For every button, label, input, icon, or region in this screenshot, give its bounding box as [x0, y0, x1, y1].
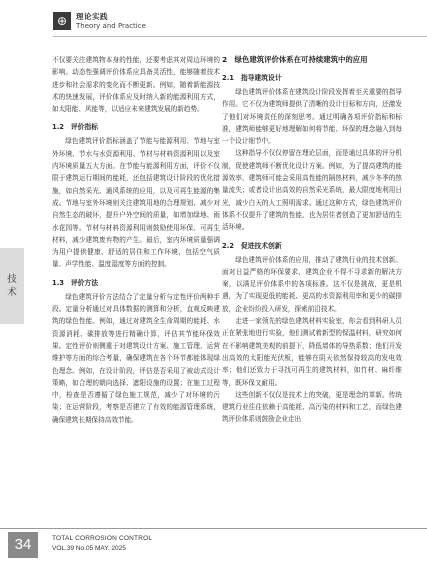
side-tab-char: 技	[7, 274, 17, 285]
paragraph-innovation-2: 走进一家领先的绿色建筑材料实验室，你会看到科研人员正在紧张地进行实验，他们测试着新型的保温材料，研究如何在不影响建筑美观的前提下，降低墙体的导热系数；他们开发出高效的太阳能光伏板，能够在阴天依然保持较高的发电效率；他们还致力于寻找可再生的建筑材料，如竹材、麻纤维等，既环保又耐用。	[222, 317, 402, 387]
left-column	[52, 54, 220, 426]
paragraph-innovation-1: 绿色建筑评价体系的应用，推动了建筑行业的技术创新。面对日益严格的环保要求，建筑企业不得不寻求新的解决方案，以满足评价体系中的各项标准。这不仅是挑战，更是机遇，为了实现更低的能耗、更高的水资源利用率和更少的碳排放，企业纷纷投入研发，探索前沿技术。	[222, 255, 402, 313]
heading-1-2: 1.2 评价指标	[52, 123, 99, 132]
heading-2-1: 2.1 指导建筑设计	[222, 74, 282, 82]
footer-divider	[0, 528, 427, 529]
paragraph-evaluation-methods: 绿色建筑评价方法结合了定量分析与定性评价两种手段。定量分析通过对具体数据的测算和分析，直观反映建筑的绿色性能。例如，通过对建筑全生命周期的能耗、水资源消耗、碳排放等进行精确计算，评估其节能环保效果。定性评价则侧重于对建筑设计方案、施工管理、运营维护等方面的综合考量，确保建筑在各个环节都能体现绿色理念。例如，在设计阶段，评估是否采用了被动式设计策略，如合理的朝向选择、遮阳设施的设置；在施工过程中，检查是否遵循了绿色施工规范，减少了对环境的污染；在运营阶段，考察是否建立了有效的能源管理系统，确保建筑长期保持高效节能。	[52, 292, 220, 424]
section-title-en: Theory and Practice	[76, 22, 146, 30]
journal-volume: VOL.39 No.05 MAY. 2025	[52, 545, 126, 552]
page-header	[0, 0, 427, 38]
heading-1-3: 1.3 评价方法	[52, 278, 99, 287]
header-divider	[53, 36, 427, 37]
heading-2-2: 2.2 促进技术创新	[222, 241, 282, 250]
page-number: 34	[8, 532, 38, 558]
side-tab-char: 术	[7, 287, 17, 298]
section-title-cn: 理论实践	[76, 12, 108, 21]
paragraph-evaluation-indicators: 绿色建筑评价指标涵盖了节能与能源利用、节地与室外环境、节水与水资源利用、节材与材料资源利用以及室内环境质量五大方面。在节能与能源利用方面，评价不仅限于建筑运行期间的能耗，还包括建筑设计阶段的优化措施，如自然采光、通风系统的应用，以及可再生能源的集成。节地与室外环境则关注建筑用地的合理规划、减少对自然生态的破坏，提升户外空间的质量，如增加绿地、雨水花园等。节材与材料资源利用则鼓励使用环保、可再生材料，减少建筑废弃物的产生。最后，室内环境质量强调为用户提供健康、舒适的居住和工作环境，包括空气质量、声学性能、温度湿度等方面的控制。	[52, 137, 220, 269]
journal-logo-icon: ⊕	[53, 12, 71, 30]
paragraph-innovation-3: 这些创新不仅仅是技术上的突破，更是理念的革新。传统建筑行业往往依赖于高能耗、高污染的材料和工艺，而绿色建筑评价体系则鼓励企业走出	[222, 390, 402, 424]
intro-paragraph: 不仅要关注建筑物本身的性能，还要考虑其对周边环境的影响。动态性强调评价体系应具备灵活性，能够随着技术进步和社会需求的变化而不断更新。例如，随着新能源技术的快速发展，评价体系应及时纳入新的能源利用方式，如太阳能、风能等，以适应未来建筑发展的新趋势。	[52, 56, 220, 114]
paragraph-guide-design-1: 绿色建筑评价体系在建筑设计阶段发挥着至关重要的指导作用。它不仅为建筑师提供了清晰的设计目标和方向，还激发了他们对环境责任的深刻思考。通过明确各项评价指标和标准，建筑师能够更好地理解如何将节能、环保的理念融入到每一个设计细节中。	[222, 88, 402, 146]
paragraph-guide-design-2: 这种指导不仅仅停留在理论层面，而是通过具体的评分机制，促使建筑师不断优化设计方案。例如，为了提高建筑的能源效率，建筑师可能会采用高性能的隔热材料，减少冬季的热量流失；或者设计出高效的自然采光系统，最大限度地利用日光，减少白天的人工照明需求。通过这种方式，绿色建筑评价体系不仅提升了建筑的性能，也为居住者创造了更加舒适的生活环境。	[222, 149, 402, 232]
side-section-tab	[0, 248, 24, 324]
journal-name: TOTAL CORROSION CONTROL	[52, 535, 153, 542]
heading-2: 2 绿色建筑评价体系在可持续建筑中的应用	[222, 55, 368, 64]
right-column	[222, 54, 402, 426]
